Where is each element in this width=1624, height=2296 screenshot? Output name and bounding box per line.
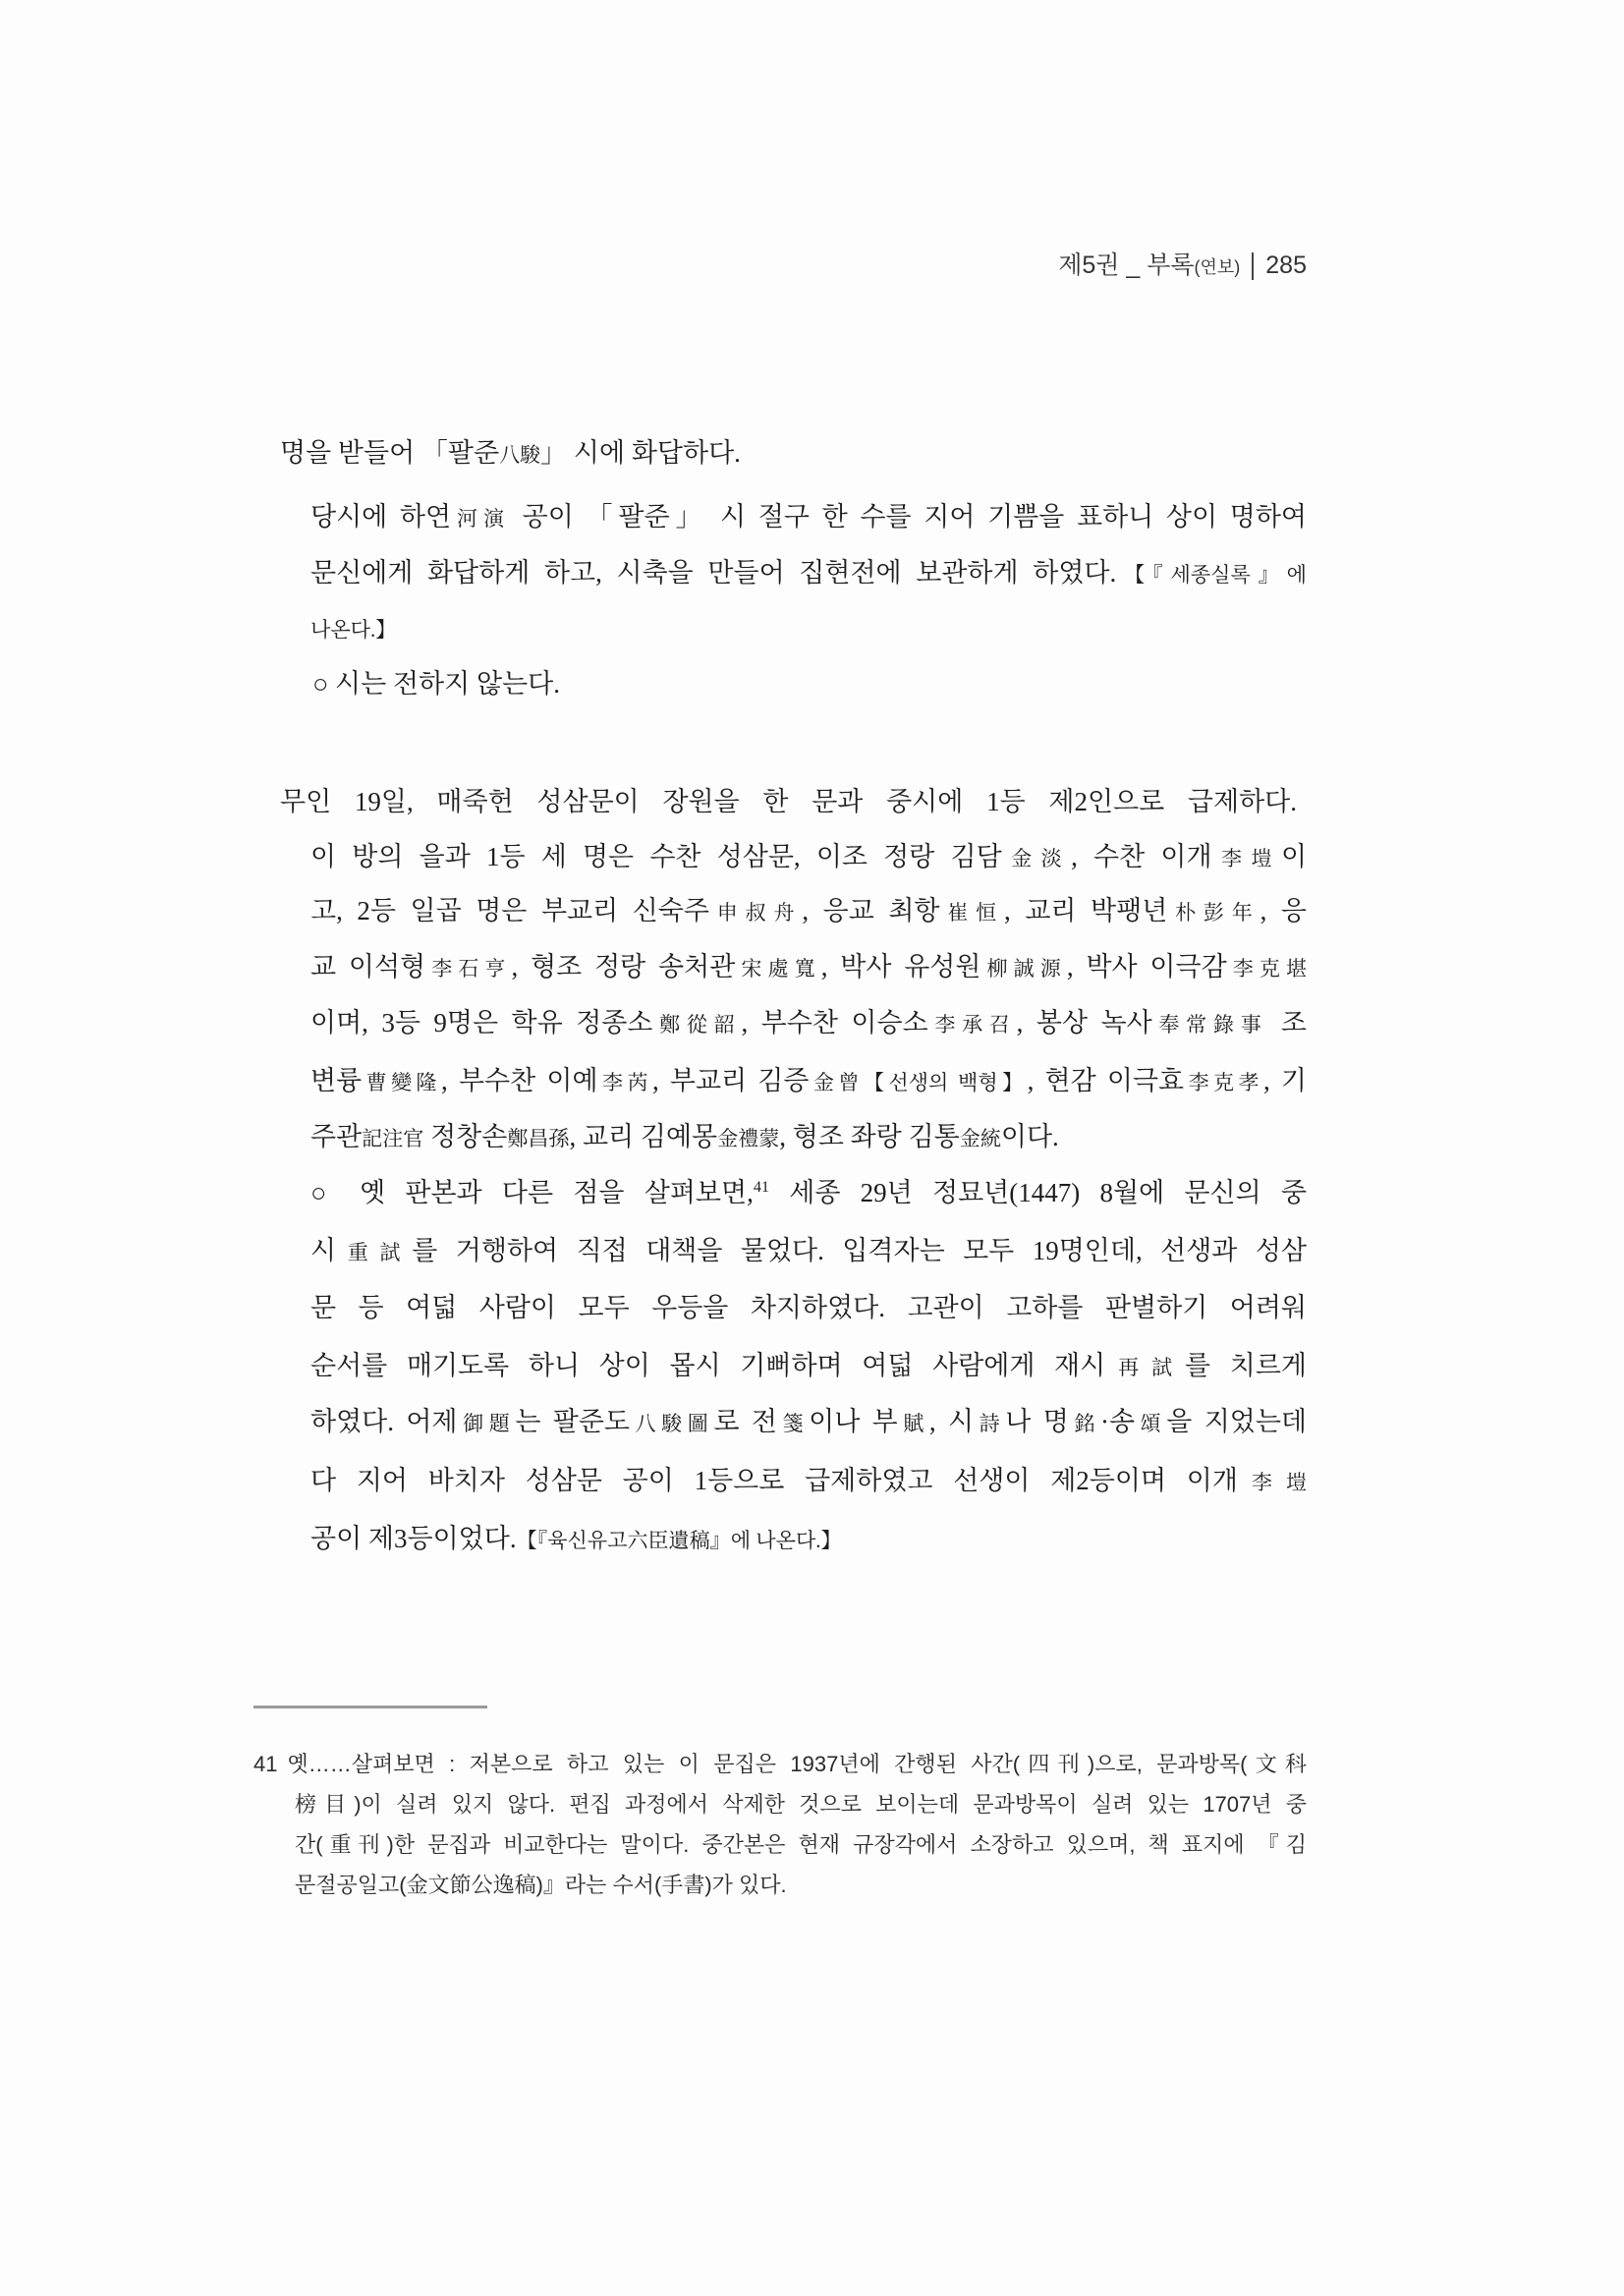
hanja-gloss: 鄭昌孫: [507, 1127, 570, 1150]
note-line: 시重試를 거행하여 직접 대책을 물었다. 입격자는 모두 19명인데, 선생과 성삼: [310, 1236, 1308, 1265]
note-line: 공이 제3등이었다.【『육신유고六臣遺稿』에 나온다.】: [310, 1524, 842, 1553]
hanja-gloss: 詩: [974, 1412, 1006, 1435]
hanja-gloss: 箋: [776, 1412, 810, 1435]
footnote-text: 옛……살펴보면 : 저본으로 하고 있는 이 문집은 1937년에 간행된 사간(四刊)으로, 문과방목(文科: [287, 1752, 1307, 1776]
hanja-gloss: 崔恒: [939, 901, 1005, 924]
hanja-gloss: 李塏: [1211, 847, 1281, 870]
source-note: 【『육신유고六臣遺稿』에 나온다.】: [516, 1529, 842, 1552]
hanja-gloss: 李克堪: [1226, 957, 1307, 980]
hanja-gloss: 李石亨: [425, 957, 512, 980]
hanja-gloss: 宋處寬: [735, 957, 821, 980]
footnote-ref: 41: [753, 1178, 770, 1196]
entry-heading: 무인 19일, 매죽헌 성삼문이 장원을 한 문과 중시에 1등 제2인으로 급제하다.: [280, 787, 1297, 816]
footnote-line: 간(重刊)한 문집과 비교한다는 말이다. 중간본은 현재 규장각에서 소장하고 있으며, 책 표지에 『김: [295, 1832, 1307, 1857]
note-line: ○ 시는 전하지 않는다.: [312, 669, 560, 699]
entry-heading: 명을 받들어 「팔준八駿」 시에 화답하다.: [280, 438, 741, 468]
hanja-gloss: 賦: [897, 1412, 929, 1435]
hanja-gloss: 記注官: [362, 1127, 424, 1150]
running-header: [1058, 246, 1307, 285]
footnote-line: 문절공일고(金文節公逸稿)』라는 수서(手書)가 있다.: [295, 1873, 787, 1897]
hanja-gloss: 頌: [1135, 1412, 1167, 1435]
header-divider: [1252, 252, 1254, 280]
hanja-gloss: 朴彭年: [1167, 901, 1260, 924]
body-line: 당시에 하연河演 공이 「팔준」 시 절구 한 수를 지어 기쁨을 표하니 상이 명하여: [310, 502, 1307, 532]
hanja-gloss: 八駿圖: [629, 1412, 714, 1435]
hanja-gloss: 申叔舟: [708, 901, 803, 924]
running-header-title: 제5권 _ 부록: [1058, 252, 1195, 279]
source-note: 나온다.】: [310, 618, 397, 642]
note-line: 순서를 매기도록 하니 상이 몹시 기뻐하며 여덟 사람에게 재시再試를 치르게: [310, 1351, 1308, 1380]
hanja-gloss: 金統: [959, 1127, 1001, 1150]
footnote-line: 榜目)이 실려 있지 않다. 편집 과정에서 삭제한 것으로 보이는데 문과방목이 실려 있는 1707년 중: [295, 1792, 1307, 1817]
hanja-gloss: 奉常錄事: [1151, 1013, 1268, 1036]
hanja-gloss: 金淡: [1001, 847, 1072, 870]
hanja-gloss: 李芮: [597, 1071, 652, 1094]
hanja-gloss: 鄭從韶: [652, 1013, 742, 1036]
hanja-gloss: 八駿: [499, 443, 541, 467]
hanja-gloss: 銘: [1068, 1412, 1100, 1435]
footnote-number: 41: [253, 1752, 278, 1776]
body-line: 주관記注官 정창손鄭昌孫, 교리 김예몽金禮蒙, 형조 좌랑 김통金統이다.: [310, 1122, 1059, 1151]
body-line: 이며, 3등 9명은 학유 정종소鄭從韶, 부수찬 이승소李承召, 봉상 녹사奉常錄事 조: [310, 1008, 1308, 1037]
note-line-lead-rest: 세종 29년 정묘년(1447) 8월에 문신의 중: [769, 1178, 1308, 1207]
note-line-lead: ○ 옛 판본과 다른 점을 살펴보면,: [310, 1178, 754, 1207]
body-line: 문신에게 화답하게 하고, 시축을 만들어 집현전에 보관하게 하였다.【『세종실록』에: [310, 558, 1307, 588]
hanja-gloss: 河演: [451, 507, 510, 531]
body-line: 고, 2등 일곱 명은 부교리 신숙주申叔舟, 응교 최항崔恒, 교리 박팽년朴彭年, 응: [310, 896, 1308, 925]
note-line: 문 등 여덟 사람이 모두 우등을 차지하였다. 고관이 고하를 판별하기 어려워: [310, 1293, 1307, 1322]
hanja-gloss: 再試: [1105, 1356, 1186, 1379]
note-line: 하였다. 어제御題는 팔준도八駿圖로 전箋이나 부賦, 시詩나 명銘·송頌을 지었는데: [310, 1407, 1308, 1436]
hanja-gloss: 李塏: [1237, 1471, 1308, 1494]
hanja-gloss: 金曾: [809, 1071, 864, 1094]
body-line: 교 이석형李石亨, 형조 정랑 송처관宋處寬, 박사 유성원柳誠源, 박사 이극감李克堪: [310, 952, 1307, 981]
hanja-gloss: 金禮蒙: [717, 1127, 780, 1150]
source-note: 【선생의 백형】: [863, 1071, 1028, 1094]
body-line: 변륭曹變隆, 부수찬 이예李芮, 부교리 김증金曾【선생의 백형】, 현감 이극효李克孝, 기: [310, 1066, 1308, 1095]
body-line: [310, 608, 1307, 647]
footnote-rule: [253, 1706, 487, 1708]
note-line: 다 지어 바치자 성삼문 공이 1등으로 급제하였고 선생이 제2등이며 이개李塏: [310, 1466, 1308, 1495]
running-header-subtitle: (연보): [1194, 257, 1241, 277]
source-note: 【『세종실록』에: [1116, 563, 1307, 587]
footnote-line: [253, 1748, 1307, 1781]
hanja-gloss: 重試: [336, 1241, 413, 1264]
body-line: 이 방의 을과 1등 세 명은 수찬 성삼문, 이조 정랑 김담金淡, 수찬 이개李塏이: [310, 842, 1308, 871]
hanja-gloss: 曹變隆: [362, 1071, 442, 1094]
hanja-gloss: 御題: [457, 1412, 516, 1435]
note-line: [310, 1173, 1307, 1212]
hanja-gloss: 柳誠源: [980, 957, 1067, 980]
hanja-gloss: 李克孝: [1184, 1071, 1263, 1094]
page-number: 285: [1265, 252, 1307, 279]
hanja-gloss: 李承召: [927, 1013, 1017, 1036]
